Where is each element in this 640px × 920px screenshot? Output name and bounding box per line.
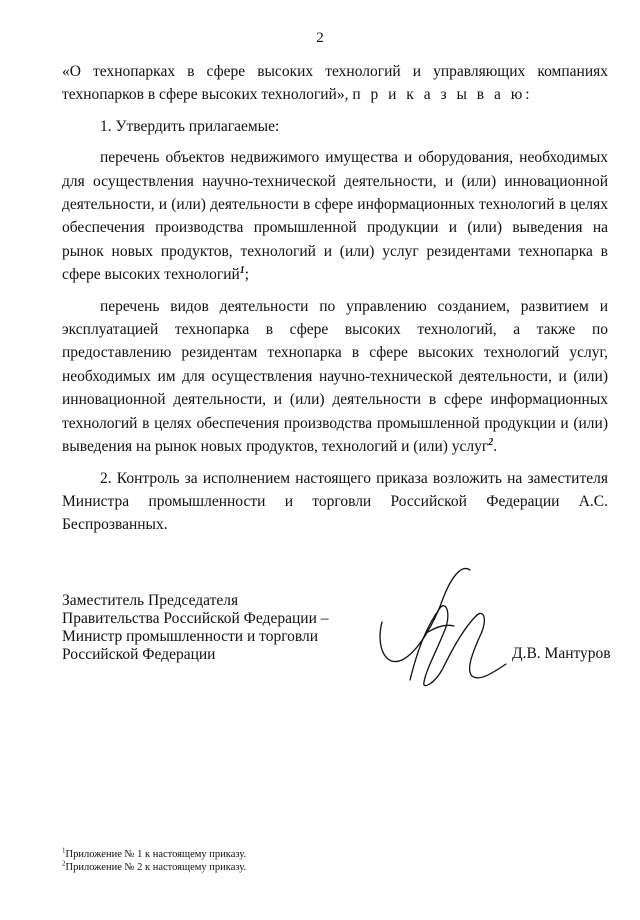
signer-title-line: Правительства Российской Федерации – [62,610,329,627]
list-item-1 [62,146,608,286]
footnote-1-mark: 1 [62,846,66,855]
item-1: 1. Утвердить прилагаемые: [100,117,280,135]
list-item-1-end: ; [244,266,250,284]
footnote-ref-1[interactable]: 1 [239,265,245,277]
footnote-2 [62,861,246,874]
list-item-2 [62,295,608,459]
footnote-1-text: Приложение № 1 к настоящему приказу. [65,849,247,860]
signer-title-line: Заместитель Председателя [62,592,239,609]
item-2: 2. Контроль за исполнением настоящего приказа возложить на заместителя Министра промышленности и торговли Российской Федерации А.С. Беспрозванных. [62,469,608,534]
signer-title-line: Министр промышленности и торговли [62,628,319,645]
intro-paragraph [62,60,608,107]
list-item-2-end: . [493,438,498,456]
page-number: 2 [316,30,324,46]
list-item-1-text: перечень объектов недвижимого имущества и оборудования, необходимых для осуществления научно-технической деятельности, и (или) инновационной деятельности, и (или) деятельности в сфере информационных технологий в целях обеспечения производства промышленной продукции и (или) выведения на рынок новых продуктов, технологий и (или) услуг резидентами технопарка в сфере высоких технологий [62,149,608,284]
signer-title [62,592,329,664]
order-word: п р и к а з ы в а ю: [352,86,533,104]
footnote-2-text: Приложение № 2 к настоящему приказу. [65,862,247,873]
handwritten-signature [372,560,512,700]
document-body [62,60,608,537]
footnote-2-mark: 2 [62,859,66,868]
footnotes [62,848,246,874]
footnote-1 [62,848,246,861]
signer-name: Д.В. Мантуров [512,645,611,662]
list-item-2-text: перечень видов деятельности по управлению созданием, развитием и эксплуатацией технопарка в сфере высоких технологий, а также по предоставлению резидентам технопарка в сфере высоких технологий услуг, необходимых им для осуществления научно-технической деятельности, и (или) инновационной деятельности, и (или) деятельности в сфере информационных технологий в целях обеспечения производства промышленной продукции и (или) выведения на рынок новых продуктов, технологий и (или) услуг [62,297,608,456]
footnote-ref-2[interactable]: 2 [488,436,494,448]
intro-text: «О технопарках в сфере высоких технологий и управляющих компаниях технопарков в сфере высоких технологий», [62,63,608,104]
signer-title-line: Российской Федерации [62,646,216,663]
